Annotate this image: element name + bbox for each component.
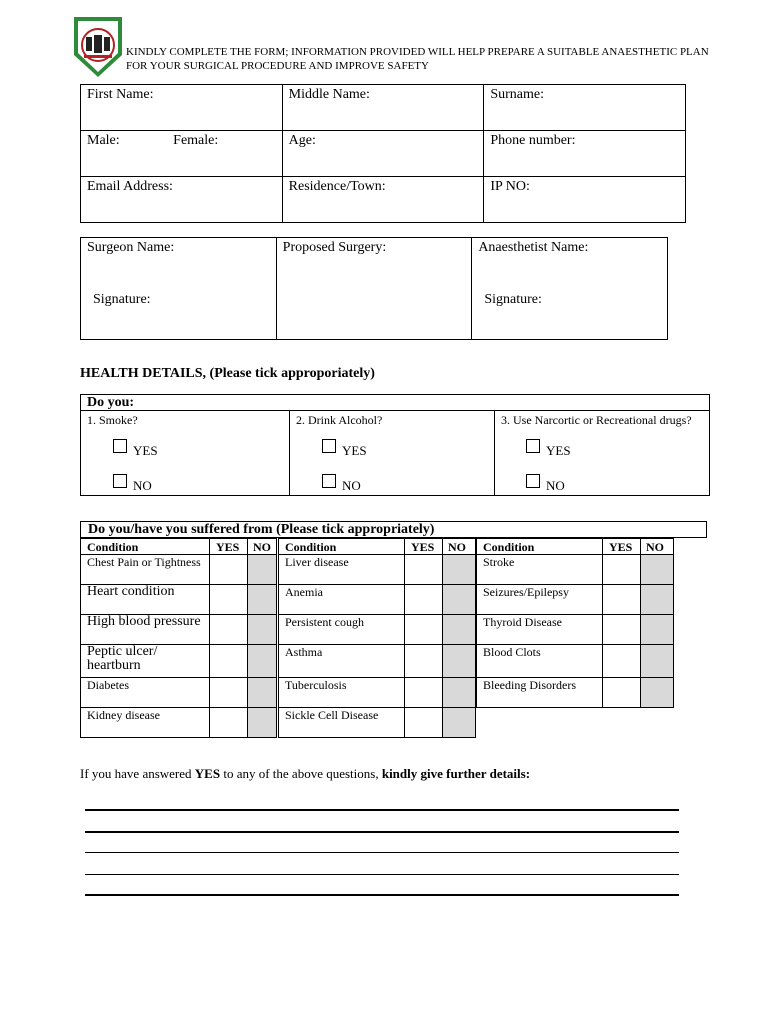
no-cell[interactable] <box>443 645 476 678</box>
yes-cell[interactable] <box>603 615 641 645</box>
no-label: NO <box>546 478 565 493</box>
yes-label: YES <box>133 443 158 458</box>
yes-header: YES <box>603 539 641 555</box>
no-label: NO <box>342 478 361 493</box>
email-field[interactable] <box>81 177 283 223</box>
phone-field[interactable] <box>484 131 686 177</box>
no-cell[interactable] <box>641 555 674 585</box>
surgeon-field[interactable] <box>81 238 277 340</box>
drugs-question <box>494 411 709 495</box>
condition-name: Anemia <box>279 585 405 615</box>
condition-name: Persistent cough <box>279 615 405 645</box>
note-emphasis: kindly give further details: <box>381 766 531 781</box>
phone-label: Phone number: <box>490 133 576 148</box>
condition-name: Blood Clots <box>477 645 603 678</box>
no-cell[interactable] <box>641 585 674 615</box>
details-line[interactable] <box>85 852 679 853</box>
middle-name-field[interactable] <box>282 85 484 131</box>
yes-cell[interactable] <box>405 555 443 585</box>
yes-cell[interactable] <box>603 678 641 708</box>
instructions-line-1: KINDLY COMPLETE THE FORM; INFORMATION PROVIDED WILL HELP PREPARE A SUITABLE ANAESTHETIC PLAN <box>126 46 709 58</box>
anaesthetist-field[interactable] <box>472 238 668 340</box>
condition-header: Condition <box>477 539 603 555</box>
yes-cell[interactable] <box>603 555 641 585</box>
note-yes: YES <box>194 766 221 781</box>
condition-header: Condition <box>279 539 405 555</box>
yes-label: YES <box>342 443 367 458</box>
no-cell[interactable] <box>248 585 277 615</box>
yes-cell[interactable] <box>405 645 443 678</box>
condition-name: Bleeding Disorders <box>477 678 603 708</box>
middle-name-label: Middle Name: <box>288 87 370 102</box>
no-header: NO <box>248 539 277 555</box>
yes-cell[interactable] <box>405 678 443 708</box>
no-cell[interactable] <box>443 555 476 585</box>
no-cell[interactable] <box>248 678 277 708</box>
male-label: Male: <box>87 133 120 148</box>
details-line[interactable] <box>85 809 679 811</box>
surgery-details-table <box>80 237 668 340</box>
conditions-table-1 <box>80 538 277 738</box>
condition-name: Asthma <box>279 645 405 678</box>
email-label: Email Address: <box>87 179 173 194</box>
first-name-field[interactable] <box>81 85 283 131</box>
smoke-yes-checkbox[interactable] <box>113 439 127 453</box>
surgeon-signature-label: Signature: <box>93 292 151 307</box>
no-cell[interactable] <box>641 615 674 645</box>
first-name-label: First Name: <box>87 87 154 102</box>
condition-name: Thyroid Disease <box>477 615 603 645</box>
surname-field[interactable] <box>484 85 686 131</box>
female-label: Female: <box>173 133 219 148</box>
drugs-yes-checkbox[interactable] <box>526 439 540 453</box>
yes-cell[interactable] <box>603 585 641 615</box>
yes-cell[interactable] <box>405 708 443 738</box>
yes-cell[interactable] <box>210 555 248 585</box>
condition-name: Sickle Cell Disease <box>279 708 405 738</box>
details-line[interactable] <box>85 831 679 833</box>
alcohol-label: 2. Drink Alcohol? <box>296 413 383 427</box>
do-you-heading: Do you: <box>81 395 709 411</box>
ip-no-field[interactable] <box>484 177 686 223</box>
ip-no-label: IP NO: <box>490 179 530 194</box>
condition-header: Condition <box>81 539 210 555</box>
yes-cell[interactable] <box>210 708 248 738</box>
age-field[interactable] <box>282 131 484 177</box>
anaesthetist-signature-label: Signature: <box>484 292 542 307</box>
yes-label: YES <box>546 443 571 458</box>
patient-details-table <box>80 84 686 223</box>
no-cell[interactable] <box>641 645 674 678</box>
yes-cell[interactable] <box>603 645 641 678</box>
health-details-heading: HEALTH DETAILS, (Please tick approporiately) <box>80 366 375 381</box>
no-cell[interactable] <box>248 708 277 738</box>
surgeon-name-label: Surgeon Name: <box>87 240 175 255</box>
habits-box <box>80 394 710 496</box>
residence-label: Residence/Town: <box>288 179 386 194</box>
smoke-no-checkbox[interactable] <box>113 474 127 488</box>
condition-name: Heart condition <box>81 585 210 615</box>
age-label: Age: <box>288 133 316 148</box>
alcohol-no-checkbox[interactable] <box>322 474 336 488</box>
note-text: to any of the above questions, <box>220 766 382 781</box>
drugs-no-checkbox[interactable] <box>526 474 540 488</box>
no-cell[interactable] <box>248 615 277 645</box>
residence-field[interactable] <box>282 177 484 223</box>
yes-cell[interactable] <box>210 678 248 708</box>
yes-cell[interactable] <box>210 615 248 645</box>
smoke-question <box>81 411 289 495</box>
condition-name: Chest Pain or Tightness <box>81 555 210 585</box>
no-label: NO <box>133 478 152 493</box>
yes-header: YES <box>405 539 443 555</box>
no-cell[interactable] <box>641 678 674 708</box>
conditions-heading: Do you/have you suffered from (Please tick appropriately) <box>80 521 707 538</box>
condition-name: High blood pressure <box>81 615 210 645</box>
gender-field[interactable] <box>81 131 283 177</box>
conditions-table-2 <box>278 538 476 738</box>
smoke-label: 1. Smoke? <box>87 413 138 427</box>
yes-cell[interactable] <box>210 645 248 678</box>
alcohol-question <box>289 411 495 495</box>
yes-cell[interactable] <box>210 585 248 615</box>
note-text: If you have answered <box>80 766 195 781</box>
form-instructions <box>126 45 709 73</box>
details-line[interactable] <box>85 894 679 896</box>
instructions-line-2: FOR YOUR SURGICAL PROCEDURE AND IMPROVE SAFETY <box>126 60 429 72</box>
no-cell[interactable] <box>443 708 476 738</box>
yes-cell[interactable] <box>405 615 443 645</box>
condition-name: Tuberculosis <box>279 678 405 708</box>
proposed-surgery-label: Proposed Surgery: <box>282 240 387 255</box>
yes-header: YES <box>210 539 248 555</box>
condition-name: Kidney disease <box>81 708 210 738</box>
surname-label: Surname: <box>490 87 544 102</box>
condition-name: Stroke <box>477 555 603 585</box>
no-cell[interactable] <box>443 585 476 615</box>
condition-name: Liver disease <box>279 555 405 585</box>
no-cell[interactable] <box>248 555 277 585</box>
conditions-table-3 <box>476 538 674 708</box>
alcohol-yes-checkbox[interactable] <box>322 439 336 453</box>
no-cell[interactable] <box>443 678 476 708</box>
condition-name: Peptic ulcer/ heartburn <box>81 645 210 678</box>
drugs-label: 3. Use Narcortic or Recreational drugs? <box>501 413 692 427</box>
yes-cell[interactable] <box>405 585 443 615</box>
condition-name: Seizures/Epilepsy <box>477 585 603 615</box>
details-line[interactable] <box>85 874 679 875</box>
no-cell[interactable] <box>443 615 476 645</box>
condition-name: Diabetes <box>81 678 210 708</box>
no-header: NO <box>443 539 476 555</box>
no-cell[interactable] <box>248 645 277 678</box>
further-details-note <box>80 766 530 782</box>
anaesthetist-name-label: Anaesthetist Name: <box>478 240 589 255</box>
no-header: NO <box>641 539 674 555</box>
hospital-logo-icon <box>72 15 124 79</box>
proposed-surgery-field[interactable] <box>276 238 472 340</box>
